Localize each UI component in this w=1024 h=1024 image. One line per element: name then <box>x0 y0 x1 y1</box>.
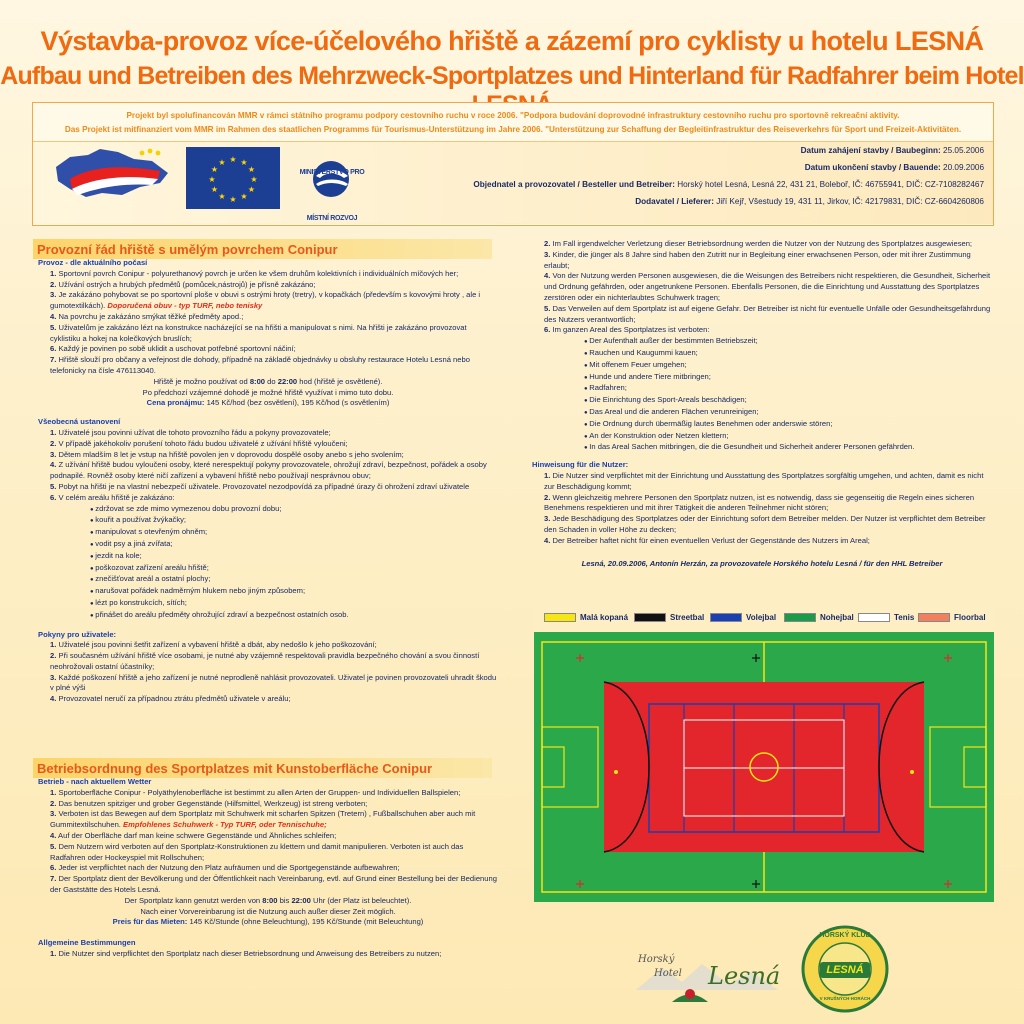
list-item: 5. Pobyt na hřišti je na vlastní nebezpečí uživatele. Provozovatel nezodpovídá za případné úrazy či ohrožení zdraví uživatele <box>50 481 470 491</box>
bullet-item: ● jezdit na kole; <box>90 550 142 560</box>
list-item: 6. V celém areálu hřiště je zakázáno: <box>50 492 175 502</box>
hours-line: Hřiště je možno používat od 8:00 do 22:00 hod (hřiště je osvětlené). <box>153 376 383 386</box>
legend-item-floorbal: Floorbal <box>918 613 986 622</box>
list-item: 4. Auf der Oberfläche darf man keine schwere Gegenstände und Ähnliches schleifen; <box>50 830 337 840</box>
svg-text:★: ★ <box>218 158 226 167</box>
bullet-item: ● poškozovat zařízení areálu hřiště; <box>90 562 209 572</box>
detail-row-start: Datum zahájení stavby / Baubeginn: 25.05.2006 <box>800 146 984 155</box>
field-legend <box>534 604 994 632</box>
subheading-allgemein: Allgemeine Bestimmungen <box>38 938 136 948</box>
bullet-icon: ● <box>90 518 96 525</box>
hours-line-de: Der Sportplatz kann genutzt werden von 8:00 bis 22:00 Uhr (der Platz ist beleuchtet). <box>124 895 412 905</box>
eu-flag-logo <box>186 147 280 209</box>
bullet-item: ● Hunde und andere Tiere mitbringen; <box>584 371 711 381</box>
list-prohibited <box>38 504 498 622</box>
svg-text:★: ★ <box>250 175 258 184</box>
list-item: 4. Von der Nutzung werden Personen ausgewiesen, die die Weisungen des Betreibers nicht respektieren, die Gesundheit, Sicherheit und Ordnung gefährden, oder angetrunkene Personen. Ebenfalls Personen, die die Einrichtung und Ausstattung des Sportplatzes zerstören oder ein nichterlaubtes Schuhwerk tragen; <box>544 271 991 302</box>
list-item: 3. Kinder, die jünger als 8 Jahre sind haben den Zutritt nur in Begleitung einer erwachsenen Person, oder mit ihrer Zustimmung erlaubt; <box>544 249 971 270</box>
list-item: 1. Uživatelé jsou povinni šetřit zařízení a vybavení hřiště a dbát, aby nedošlo k jeho poškozování; <box>50 640 377 650</box>
svg-text:★: ★ <box>218 192 226 201</box>
club-logo-bottom: V KRUŠNÝCH HORÁCH <box>819 996 871 1001</box>
bullet-icon: ● <box>90 553 96 560</box>
bullet-item: ● zdržovat se zde mimo vymezenou dobu provozní dobu; <box>90 503 282 513</box>
list-item: 6. Jeder ist verpflichtet nach der Nutzung den Platz aufräumen und die Sportgegenstände aufbewahren; <box>50 863 400 873</box>
svg-text:★: ★ <box>240 158 248 167</box>
hotel-logo-name: Lesná <box>708 962 781 990</box>
list-allgemein-first <box>38 949 498 960</box>
list-item: 5. Uživatelům je zakázáno lézt na konstrukce nacházející se na hřišti a manipulovat s nimi. Na hřišti je zakázáno provozovat cyklistiku a hokej na kolečkových bruslích; <box>50 322 467 343</box>
horsky-klub-logo <box>800 924 890 1014</box>
list-item: 1. Die Nutzer sind verpflichtet den Sportplatz nach dieser Betriebsordnung und Anweisung des Betreibers zu nutzen; <box>50 948 442 958</box>
club-logo-center: LESNÁ <box>826 964 864 976</box>
svg-text:★: ★ <box>229 195 237 204</box>
legend-swatch <box>858 613 890 622</box>
list-item: 2. Das benutzen spitziger und grober Gegenstände (Hilfsmittel, Werkzeug) ist streng verboten; <box>50 798 368 808</box>
hotel-logo-script-2: Hotel <box>654 968 682 979</box>
bullet-item: ● kouřit a používat žvýkačky; <box>90 515 187 525</box>
bullet-item: ● Mit offenem Feuer umgehen; <box>584 359 687 369</box>
bullet-icon: ● <box>584 374 590 381</box>
czech-rules-column <box>38 258 498 705</box>
bullet-icon: ● <box>584 386 590 393</box>
list-item: 2. Im Fall irgendwelcher Verletzung dieser Betriebsordnung werden die Nutzer von der Nutzung des Sportplatzes ausgewiesen; <box>544 239 973 248</box>
bullet-item: ● lézt po konstrukcích, sítích; <box>90 597 187 607</box>
bullet-icon: ● <box>584 398 590 405</box>
list-item: 6. Každý je povinen po sobě uklidit a uschovat potřebné sportovní náčiní; <box>50 344 296 354</box>
list-item: 7. Hřiště slouží pro občany a veřejnost dle dohody, případně na základě objednávky u obsluhy restaurace Hotelu Lesná nebo telefonicky na čísle 476113040. <box>50 355 470 375</box>
bullet-icon: ● <box>584 339 590 346</box>
svg-text:★: ★ <box>247 165 256 174</box>
price-line: Cena pronájmu: 145 Kč/hod (bez osvětlení), 195 Kč/hod (s osvětlením) <box>146 398 390 408</box>
bullet-item: ● Rauchen und Kaugummi kauen; <box>584 347 698 357</box>
section-heading-german: Betriebsordnung des Sportplatzes mit Kunstoberfläche Conipur <box>33 758 492 778</box>
subheading-hinweisung: Hinweisung für die Nutzer: <box>532 460 629 470</box>
list-item: 3. Dětem mladším 8 let je vstup na hřiště povolen jen v doprovodu dospělé osoby anebo s jeho svolením; <box>50 449 404 459</box>
bullet-item: ● přinášet do areálu předměty ohrožující zdraví a bezpečnost ostatních osob. <box>90 609 349 619</box>
hotel-lesna-logo <box>632 948 782 1008</box>
bullet-icon: ● <box>584 409 590 416</box>
svg-text:★: ★ <box>210 165 219 174</box>
list-item: 4. Der Betreiber haftet nicht für einen eventuellen Verlust der Gegenstände des Nutzers im Areal; <box>544 535 870 545</box>
field-plan <box>534 632 994 902</box>
list-hinweisung <box>532 471 992 547</box>
svg-text:★: ★ <box>229 155 237 164</box>
bullet-icon: ● <box>90 530 96 537</box>
legend-swatch <box>544 613 576 622</box>
title-czech: Výstavba-provoz více-účelového hřiště a zázemí pro cyklisty u hotelu LESNÁ <box>40 26 984 56</box>
list-allgemein-rest <box>532 239 992 336</box>
legend-swatch <box>710 613 742 622</box>
list-operation-rules <box>38 269 498 377</box>
legend-swatch <box>784 613 816 622</box>
hours-note-de: Nach einer Vorvereinbarung ist die Nutzung auch außer dieser Zeit möglich. <box>140 906 396 916</box>
club-logo-top: HORSKÝ KLUB <box>819 932 871 939</box>
bullet-item: ● An der Konstruktion oder Netzen klettern; <box>584 430 729 440</box>
bullet-icon: ● <box>90 541 96 548</box>
list-item: 2. Při současném užívání hřiště více osobami, je nutné aby vzájemně respektovali pravidla bezpečného chování a svou činností neohrožovali ostatní účastníky; <box>50 651 480 671</box>
list-item: 2. V případě jakéhokoliv porušení tohoto řádu budou uživatelé z užívání hřiště vyloučeni; <box>50 438 348 448</box>
signature-line: Lesná, 20.09.2006, Antonín Herzán, za provozovatele Horského hotelu Lesná / für den HHL Betreiber <box>581 558 943 568</box>
bullet-item: ● Der Aufenthalt außer der bestimmten Betriebszeit; <box>584 336 758 346</box>
list-item: 4. Z užívání hřiště budou vyloučeni osoby, které nerespektují pokyny provozovatele, ohrožují zdraví, bezpečnost, pořádek a osoby podnapilé. Rovněž osoby které ničí zařízení a vybavení hřiště nebo používají nesprávnou obuv; <box>50 460 487 481</box>
list-item: 3. Verboten ist das Bewegen auf dem Sportplatz mit Schuhwerk mit scharfen Spitzen (Tretern) , Fußballschuhen aber auch mit Gummitextilschuhen. Empfohlenes Schuhwerk - Typ TURF, oder Tennischuhe; <box>50 809 476 830</box>
list-item: 3. Je zakázáno pohybovat se po sportovní ploše v obuvi s ostrými hroty (tretry), v kopačkách (především s kovovými hroty , ale i gumotextilkách). Doporučená obuv - typ TURF, nebo tenisky <box>50 290 481 311</box>
title-german: Aufbau und Betreiben des Mehrzweck-Sportplatzes und Hinterland für Radfahrer beim Hotel <box>0 62 1024 90</box>
bullet-item: ● In das Areal Sachen mitbringen, die die Gesundheit und Sicherheit anderer Personen gefährden. <box>584 442 915 452</box>
list-item: 1. Sportoberfläche Conipur - Polyäthylenoberfläche ist bestimmt zu allen Arten der Gruppen- und Individuellen Ballspielen; <box>50 787 461 797</box>
bullet-icon: ● <box>584 445 590 452</box>
subheading-betrieb: Betrieb - nach aktuellem Wetter <box>38 777 152 786</box>
section-heading-czech: Provozní řád hřiště s umělým povrchem Conipur <box>33 239 492 259</box>
bullet-item: ● narušovat pořádek nadměrným hlukem nebo jiným způsobem; <box>90 586 306 596</box>
list-item: 3. Jede Beschädigung des Sportplatzes oder der Einrichtung sofort dem Betreiber melden. Der Nutzer ist verpflichtet dem Betreiber den Schaden in voller Höhe zu decken; <box>544 514 986 534</box>
bullet-item: ● vodit psy a jiná zvířata; <box>90 538 173 548</box>
legend-item-streetbal: Streetbal <box>634 613 704 622</box>
list-general-rules <box>38 428 498 504</box>
bullet-icon: ● <box>584 350 590 357</box>
bullet-item: ● Die Ordnung durch übermäßig lautes Benehmen oder anderswie stören; <box>584 418 833 428</box>
bullet-icon: ● <box>584 362 590 369</box>
czech-map-logo <box>48 143 176 203</box>
ministry-logo-text: MINISTERSTVO PRO MÍSTNÍ ROZVOJ <box>299 169 365 222</box>
list-item: 4. Na povrchu je zakázáno smýkat těžké předměty apod.; <box>50 311 244 321</box>
bullet-item: ● znečišťovat areál a ostatní plochy; <box>90 574 211 584</box>
list-item: 2. Užívání ostrých a hrubých předmětů (pomůcek,nástrojů) je přísně zakázáno; <box>50 279 316 289</box>
list-verboten <box>532 336 992 454</box>
bullet-item: ● Das Areal und die anderen Flächen verunreinigen; <box>584 406 759 416</box>
list-item: 3. Každé poškození hřiště a jeho zařízení je nutné neprodleně nahlásit provozovateli. Uživatel je povinen provozovateli uhradit škodu v plné výši <box>50 672 497 693</box>
bullet-icon: ● <box>90 600 96 607</box>
list-item: 5. Dem Nutzern wird verboten auf den Sportplatz-Konstruktionen zu klettern und damit manipulieren. Verboten ist auch das Radfahren oder Hockeyspiel mit Rollschuhen; <box>50 841 464 862</box>
bullet-item: ● Radfahren; <box>584 383 627 393</box>
bullet-icon: ● <box>90 612 96 619</box>
german-rules-right <box>532 239 992 569</box>
svg-text:★: ★ <box>240 192 248 201</box>
funding-note-german: Das Projekt ist mitfinanziert vom MMR im Rahmen des staatlichen Programms für Tourismus-Unterstützung im Jahre 2006. "Unterstützung zur Schaffung der Begleitinfrastruktur des Reiseverkehrs für Sport und Freizeit-Aktivitäten. <box>64 125 962 134</box>
list-user-instructions <box>38 640 498 705</box>
bullet-item: ● manipulovat s otevřeným ohněm; <box>90 527 208 537</box>
svg-text:★: ★ <box>208 175 216 184</box>
list-betrieb-rules <box>38 788 498 896</box>
list-item: 1. Uživatelé jsou povinni užívat dle tohoto provozního řádu a pokyny provozovatele; <box>50 427 331 437</box>
list-item: 4. Provozovatel neručí za případnou ztrátu předmětů uživatele v areálu; <box>50 694 291 704</box>
field-diagram <box>534 604 994 904</box>
german-rules-left <box>38 777 498 960</box>
bullet-icon: ● <box>90 577 96 584</box>
project-details <box>473 142 984 210</box>
bullet-item: ● Die Einrichtung des Sport-Areals beschädigen; <box>584 395 747 405</box>
list-item: 2. Wenn gleichzeitig mehrere Personen den Sportplatz nutzen, ist es notwendig, dass sie gegenseitig die Regeln eines sicheren Benehmens respektieren und mit ihrer Tätigkeit die anderen Teilnehmer nicht stören; <box>544 492 975 513</box>
list-item: 7. Der Sportplatz dient der Bevölkerung und der Öffentlichkeit nach Vereinbarung, evtl. auf Grund einer Bestellung bei der Bedienung der Gaststätte des Hotels Lesná. <box>50 874 497 894</box>
hotel-logo-script-1: Horský <box>638 954 675 965</box>
price-line-de: Preis für das Mieten: 145 Kč/Stunde (ohne Beleuchtung), 195 Kč/Stunde (mit Beleuchtung) <box>112 917 424 927</box>
legend-item-volejbal: Volejbal <box>710 613 776 622</box>
subheading-general: Všeobecná ustanovení <box>38 417 121 427</box>
list-item: 6. Im ganzen Areal des Sportplatzes ist verboten: <box>544 325 710 335</box>
legend-swatch <box>918 613 950 622</box>
legend-item-mala-kopana: Malá kopaná <box>544 613 628 622</box>
detail-row-operator: Objednatel a provozovatel / Besteller und Betreiber: Horský hotel Lesná, Lesná 22, 431 21, Boleboř, IČ: 46755941, DIČ: CZ-7108282467 <box>473 180 984 189</box>
list-item: 1. Sportovní povrch Conipur - polyurethanový povrch je určen ke všem druhům kolektivních i individuálních míčových her; <box>50 268 459 278</box>
legend-swatch <box>634 613 666 622</box>
subheading-users: Pokyny pro uživatele: <box>38 629 117 639</box>
bullet-icon: ● <box>90 589 96 596</box>
bullet-icon: ● <box>90 565 96 572</box>
bullet-icon: ● <box>584 433 590 440</box>
list-item: 1. Die Nutzer sind verpflichtet mit der Einrichtung und Ausstattung des Sportplatzes sorgfältig umgehen, und achten, damit es nicht zur Beschädigung kommt; <box>544 470 984 491</box>
hours-note: Po předchozí vzájemné dohodě je možné hřiště využívat i mimo tuto dobu. <box>142 387 394 397</box>
funding-note-czech: Projekt byl spolufinancován MMR v rámci státního programu podpory cestovního ruchu v roce 2006. "Podpora budování doprovodné infrastruktury cestovního ruchu pro sportovně rekreační aktivity. <box>126 111 900 120</box>
legend-item-nohejbal: Nohejbal <box>784 613 854 622</box>
bullet-icon: ● <box>90 506 96 513</box>
subheading-operation: Provoz - dle aktuálního počasí <box>38 258 148 267</box>
bullet-icon: ● <box>584 421 590 428</box>
list-item: 5. Das Verweilen auf dem Sportplatz ist auf eigene Gefahr. Der Betreiber ist nicht für eventuelle Unfälle oder Gesundheitsgefährdung des Nutzers verantwortlich; <box>544 303 991 324</box>
svg-text:★: ★ <box>210 185 219 194</box>
svg-text:★: ★ <box>247 185 256 194</box>
detail-row-supplier: Dodavatel / Lieferer: Jiří Kejř, Všestudy 19, 431 11, Jirkov, IČ: 42179831, DIČ: CZ-6604260806 <box>635 197 984 206</box>
legend-item-tenis: Tenis <box>858 613 914 622</box>
detail-row-end: Datum ukončení stavby / Bauende: 20.09.2006 <box>804 163 984 172</box>
